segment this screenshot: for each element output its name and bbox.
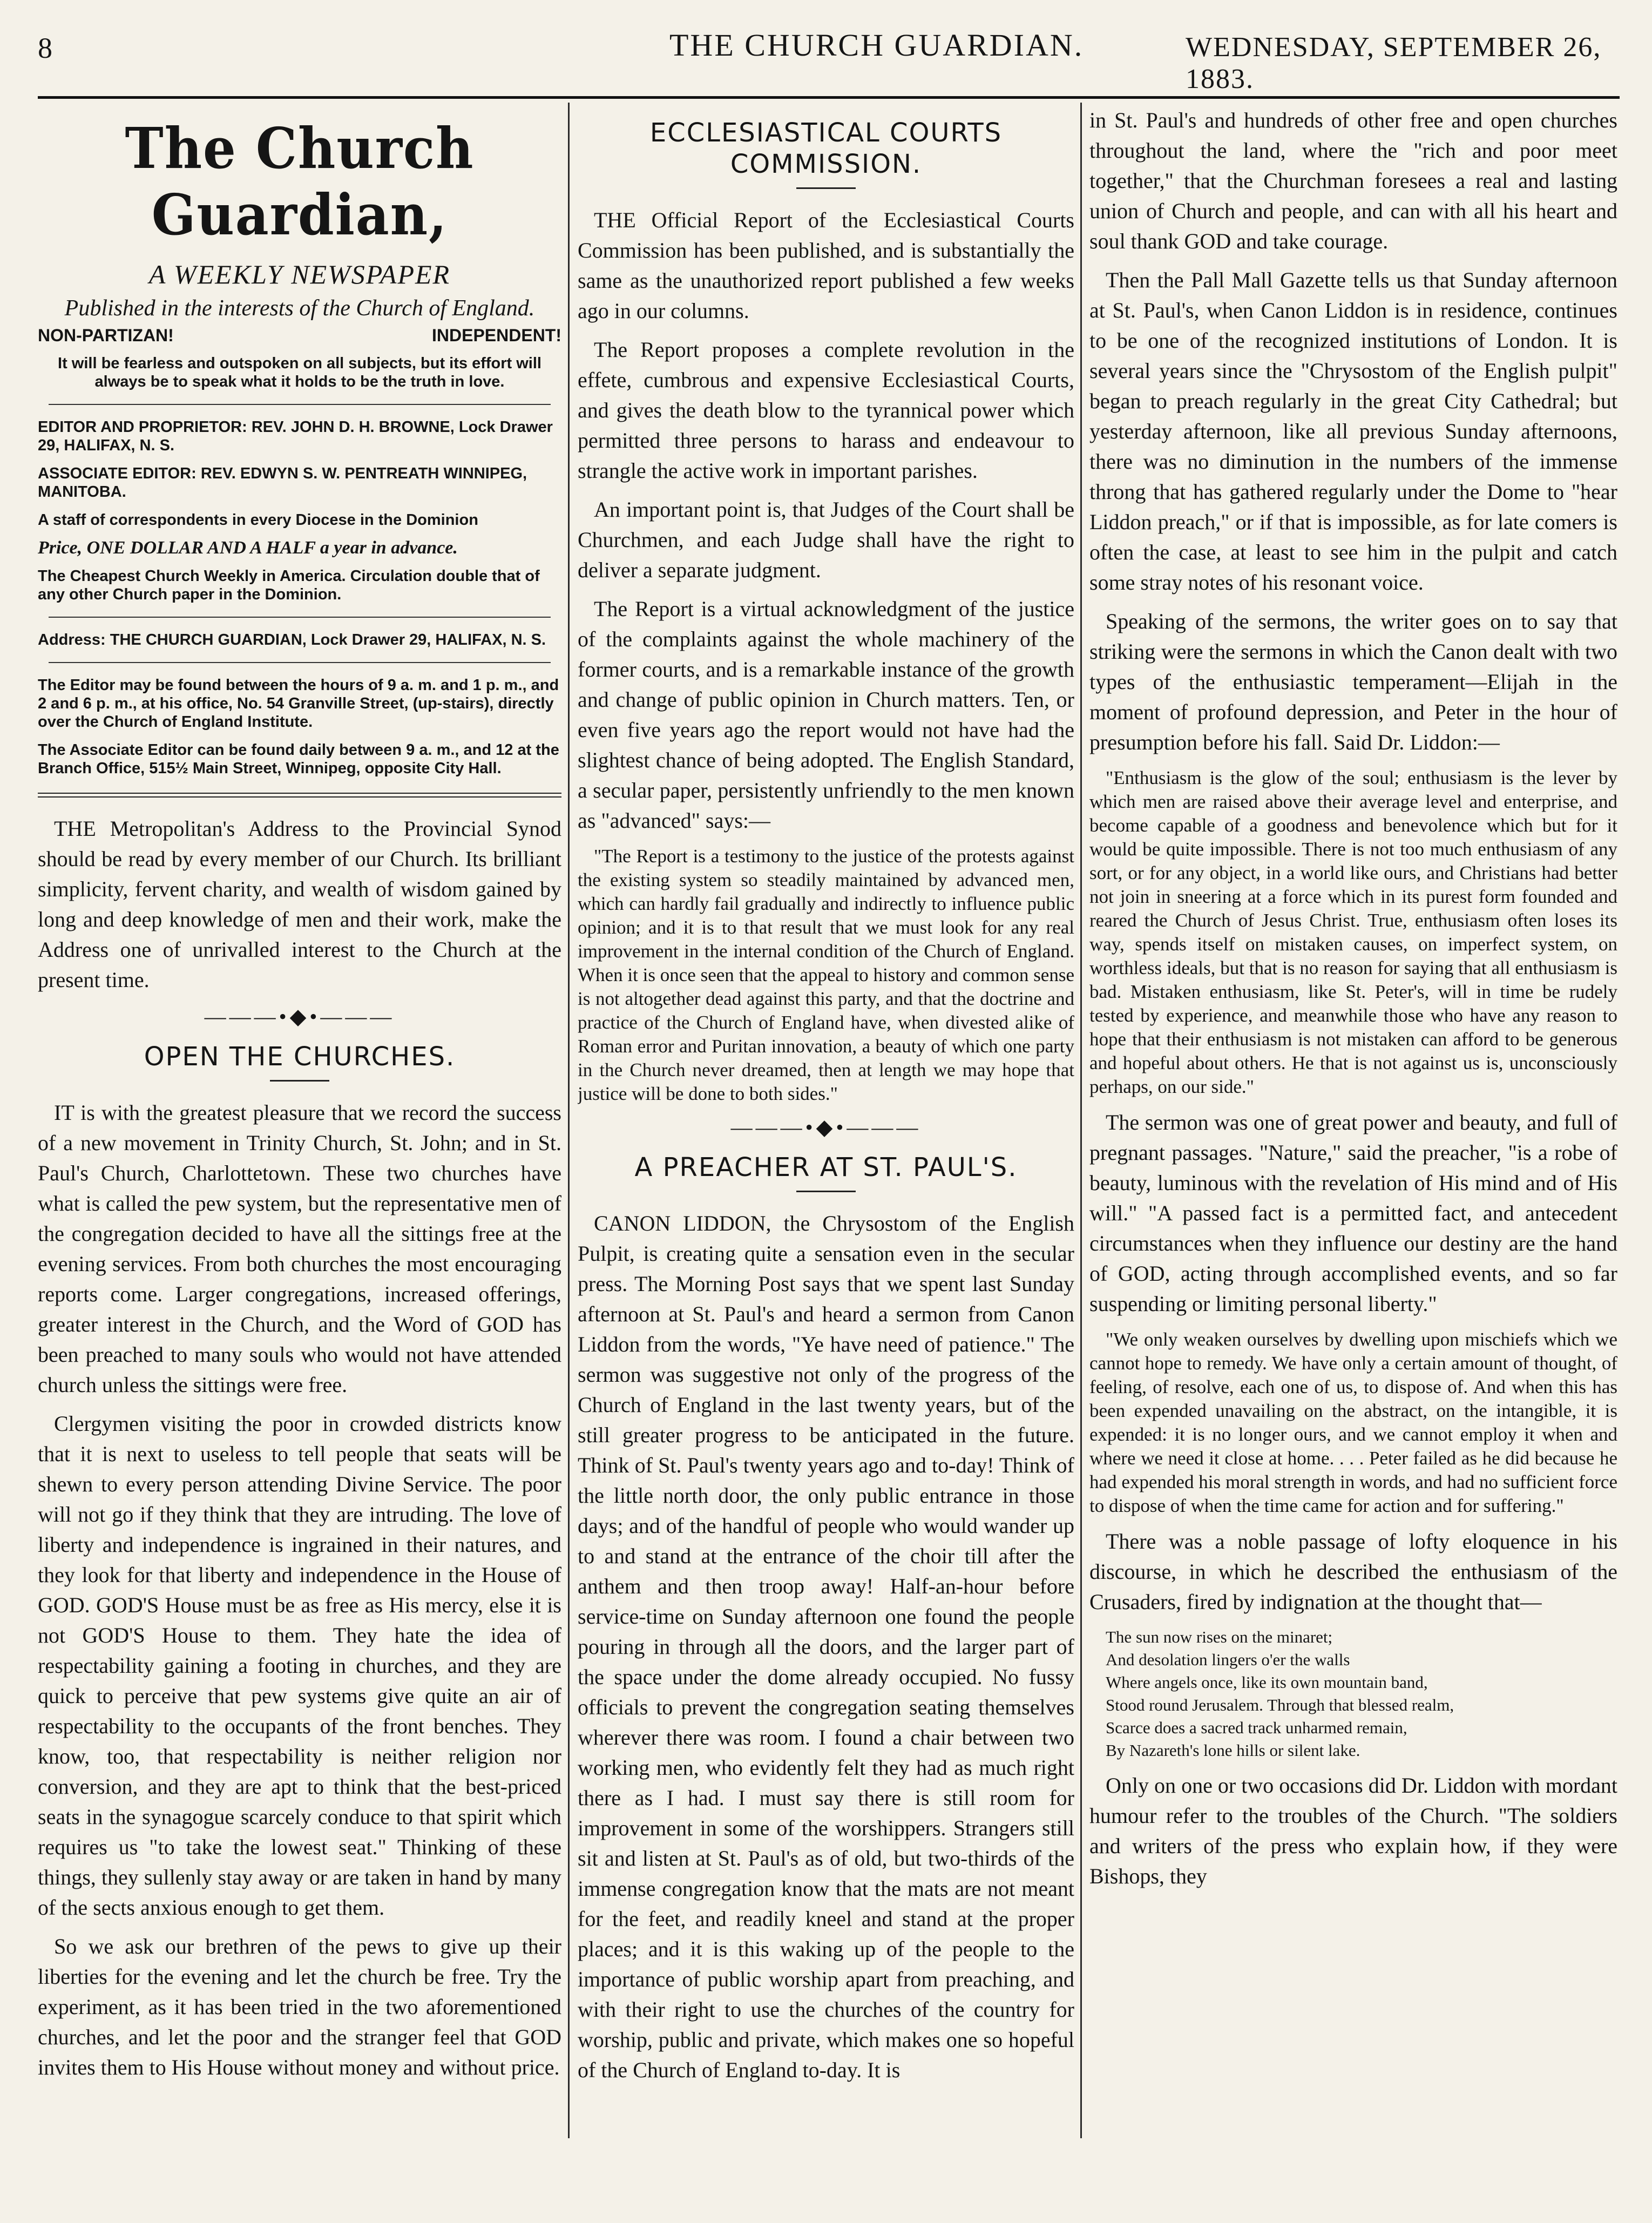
divider [49,404,551,405]
open-churches-p1: IT is with the greatest pleasure that we record the success of a new movement in Trinity Church, St. John; and in St. Paul's Church, Charlottetown. These two churches have what is called the pew system, but the representative men of the congregation decided to have all the sittings free at the evening services. From both churches the most encouraging reports come. Larger congregations, increased offerings, greater interest in the Church, and the Word of GOD has been preached to many souls who would not have attended church unless the sittings were free. [38,1100,561,1397]
open-churches-p3: So we ask our brethren of the pews to give up their liberties for the evening and let the church be free. Try the experiment, as it has been tried in the two aforementioned churches, and let the poor and the stranger feel that GOD invites them to His House without money and without price. [38,1934,561,2079]
editor-info: EDITOR AND PROPRIETOR: REV. JOHN D. H. BROWNE, Lock Drawer 29, HALIFAX, N. S. [38,418,553,454]
masthead-policy [38,326,561,346]
short-rule [270,1080,329,1082]
ornament: ———•◆•——— [204,1004,395,1029]
column-2 [578,105,1074,2174]
column3-p1: in St. Paul's and hundreds of other free and open churches throughout the land, where the "rich and poor meet together," that the Churchman foresees a real and lasting union of Church and people, and can with all his heart and soul thank GOD and take courage. [1089,108,1617,253]
open-churches-heading: OPEN THE CHURCHES. [144,1042,456,1072]
independent-label: INDEPENDENT! [431,326,561,345]
masthead-title: The Church Guardian, [125,115,475,248]
courts-commission-heading: ECCLESIASTICAL COURTS COMMISSION. [649,118,1003,179]
running-title: THE CHURCH GUARDIAN. [669,28,1084,63]
short-rule [796,1191,856,1192]
issue-date: WEDNESDAY, SEPTEMBER 26, 1883. [1186,32,1602,94]
preacher-p1: CANON LIDDON, the Chrysostom of the English Pulpit, is creating quite a sensation even in the secular press. The Morning Post says that we spent last Sunday afternoon at St. Paul's and heard a sermon from Canon Liddon from the words, "Ye have need of patience." The sermon was suggestive not only of the progress of the Church of England in the last twenty years, but of the still greater progress to be anticipated in the future. Think of St. Paul's twenty years ago and to-day! Think of the little north door, the only public entrance in those days; and of the handful of people who would wander up to and stand at the entrance of the choir till after the anthem and then troop away! Half-an-hour before service-time on Sunday afternoon one found the people pouring in through all the doors, and the larger part of the space under the dome already occupied. No fussy officials to prevent the congregation seating themselves wherever there was room. I found a chair between two working men, who evidently felt they had as much right there as I had. I must say there is still room for improvement in some of the worshippers. Strangers still sit and listen at St. Paul's as of old, but two-thirds of the immense congregation know that the mats are not meant for the feet, and readily kneel and stand at the proper places; and it is this waking up of the people to the importance of public worship apart from preaching, and with their right to use the churches of the country for worship, public and private, which makes one so hopeful of the Church of England to-day. It is [578,1211,1074,2082]
column-3 [1089,105,1617,2174]
associate-editor-hours: The Associate Editor can be found daily between 9 a. m., and 12 at the Branch Office, 515½ Main Street, Winnipeg, opposite City Hall. [38,741,559,777]
masthead-published: Published in the interests of the Church of England. [64,296,535,321]
standard-quote: "The Report is a testimony to the justice of the protests against the existing system so steadily maintained by advanced men, which can hardly fail gradually and indirectly to influence public opinion; and it is to that result that we must look for any real improvement in the internal condition of the Church of England. When it is once seen that the appeal to history and common sense is not altogether dead against this party, and that the doctrine and practice of the Church of England have, when divested alike of Roman error and Puritan innovation, a beauty of which one party in the Church never dreamed, then at length we may hope that justice will be done to both sides." [578,846,1074,1104]
editor-hours: The Editor may be found between the hours of 9 a. m. and 1 p. m., and 2 and 6 p. m., at his office, No. 54 Granville Street, (up-stairs), directly over the Church of England Institute. [38,677,559,731]
divider [49,617,551,618]
column3-p5: There was a noble passage of lofty eloquence in his discourse, in which he described the enthusiasm of the Crusaders, fired by indignation at the thought that— [1089,1529,1617,1614]
preacher-heading: A PREACHER AT ST. PAUL'S. [634,1152,1018,1183]
section-divider [38,793,561,798]
column3-p2: Then the Pall Mall Gazette tells us that Sunday afternoon at St. Paul's, when Canon Liddon is in residence, continues to be one of the recognized institutions of London. It is several years since the "Chrysostom of the English pulpit" began to preach regularly in the great City Cathedral; but yesterday afternoon, like all previous Sunday afternoons, there was no diminution in the numbers of the immense throng that has gathered regularly under the Dome to "hear Liddon preach," or if that is impossible, as for late comers is often the case, at least to see him in the pulpit and catch some stray notes of his resonant voice. [1089,268,1617,594]
courts-p4: The Report is a virtual acknowledgment of the justice of the complaints against the whole machinery of the former courts, and is a remarkable instance of the growth and change of public opinion in Church matters. Ten, or even five years ago the report would not have had the slightest chance of being adopted. The English Standard, a secular paper, persistently unfriendly to the men known as "advanced" says:— [578,597,1074,833]
liddon-quote-1: "Enthusiasm is the glow of the soul; enthusiasm is the lever by which men are raised above their average level and enterprise, and become capable of a goodness and benevolence which but for it would be quite impossible. There is not too much enthusiasm of any sort, or for any object, in a world like ours, and Christians had better not join in sneering at a force which in its purest form founded and reared the Church of Jesus Christ. True, enthusiasm often loses its way, spends itself on mistaken causes, on imperfect system, on worthless ideals, but that is no reason for saying that all enthusiasm is bad. Mistaken enthusiasm, like St. Peter's, will in time be rudely tested by experience, and meanwhile those who have any reason to hope that their enthusiasm is not mistaken can afford to be generous and hopeful about others. He that is not against us is, unconsciously perhaps, on our side." [1089,767,1617,1097]
poem-line: By Nazareth's lone hills or silent lake. [1106,1741,1360,1760]
metropolitan-paragraph: THE Metropolitan's Address to the Provincial Synod should be read by every member of our Church. Its brilliant simplicity, fervent charity, and wealth of wisdom gained by long and deep knowledge of men and their work, make the Address one of unrivalled interest to the Church at the present time. [38,816,561,992]
masthead-subtitle: A WEEKLY NEWSPAPER [148,259,451,289]
courts-p2: The Report proposes a complete revolution in the effete, cumbrous and expensive Ecclesiastical Courts, and gives the death blow to the tyrannical power which permitted three persons to harass and endeavour to strangle the active work in important parishes. [578,337,1074,483]
column-divider [1080,103,1082,2138]
poem-line: And desolation lingers o'er the walls [1106,1650,1350,1669]
short-rule [796,187,856,189]
courts-p1: THE Official Report of the Ecclesiastical Courts Commission has been published, and is substantially the same as the unauthorized report published a few weeks ago in our columns. [578,208,1074,323]
poem-line: Scarce does a sacred track unharmed remain, [1106,1718,1407,1737]
poem-line: Stood round Jerusalem. Through that blessed realm, [1106,1695,1454,1714]
column-1 [38,105,561,2174]
page-header [38,0,1620,100]
mailing-address: Address: THE CHURCH GUARDIAN, Lock Drawer 29, HALIFAX, N. S. [38,631,546,648]
liddon-quote-2: "We only weaken ourselves by dwelling upon mischiefs which we cannot hope to remedy. We have only a certain amount of thought, of feeling, of resolve, each one of us, to dispose of. And when this has been expended unavailing on the abstract, on the intangible, it is expended: it is no longer ours, and we cannot employ it when and where we need it close at home. . . . Peter failed as he did because he had expended his moral strength in words, and had no sufficient force to dispose of when the time came for action and for suffering." [1089,1329,1617,1516]
column3-p4: The sermon was one of great power and beauty, and full of pregnant passages. "Nature," said the preacher, "is a robe of beauty, luminous with the revelation of His mind and of His will." "A passed fact is a permitted fact, and antecedent circumstances when they influence our destiny are the hand of GOD, acting through accomplished events, and so far suspending or limiting personal liberty." [1089,1110,1617,1316]
poem-line: Where angels once, like its own mountain band, [1106,1673,1428,1692]
page-number: 8 [38,32,52,64]
divider [49,662,551,663]
courts-p3: An important point is, that Judges of the Court shall be Churchmen, and each Judge shall have the right to deliver a separate judgment. [578,497,1074,582]
masthead-motto: It will be fearless and outspoken on all subjects, but its effort will always be to speak what it holds to be the truth in love. [58,355,541,390]
subscription-price: Price, ONE DOLLAR AND A HALF a year in advance. [38,538,458,558]
poem-line: The sun now rises on the minaret; [1106,1627,1333,1646]
ornament: ———•◆•——— [730,1115,922,1139]
correspondents-note: A staff of correspondents in every Diocese in the Dominion [38,511,478,529]
associate-editor-info: ASSOCIATE EDITOR: REV. EDWYN S. W. PENTREATH WINNIPEG, MANITOBA. [38,465,527,501]
column-divider [568,103,570,2138]
header-rule [38,96,1620,99]
open-churches-p2: Clergymen visiting the poor in crowded districts know that it is next to useless to tell people that seats will be shewn to every person attending Divine Service. The poor will not go if they think that they are intruding. The love of liberty and independence is ingrained in their natures, and they look for that liberty and independence in the House of GOD. GOD'S House must be as free as His mercy, else it is not GOD'S House to them. They hate the idea of respectability gaining a footing in churches, and they are quick to perceive that pew systems give quite an air of respectability to the occupants of the front benches. They know, too, that respectability is neither religion nor conversion, and they are apt to think that the best-priced seats in the synagogue scarcely conduce to that spirit which requires us "to take the lowest seat." Thinking of these things, they sullenly stay away or are taken in hand by many of the sects anxious enough to get them. [38,1411,561,1920]
circulation-note: The Cheapest Church Weekly in America. Circulation double that of any other Church paper in the Dominion. [38,567,540,603]
column3-p6: Only on one or two occasions did Dr. Liddon with mordant humour refer to the troubles of the Church. "The soldiers and writers of the press who explain how, if they were Bishops, they [1089,1773,1617,1888]
nonpartizan-label: NON-PARTIZAN! [38,326,174,345]
crusader-poem [1106,1626,1617,1762]
column3-p3: Speaking of the sermons, the writer goes on to say that striking were the sermons in which the Canon dealt with two types of the enthusiastic temperament—Elijah in the moment of profound depression, and Peter in the hour of presumption before his fall. Said Dr. Liddon:— [1089,609,1617,754]
